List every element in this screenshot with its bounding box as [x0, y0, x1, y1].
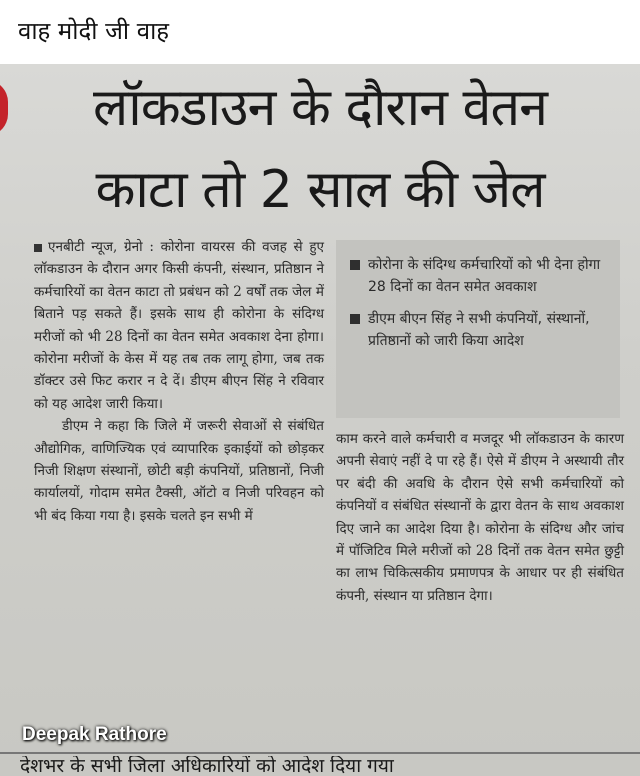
article-left-column: [34, 236, 324, 527]
watermark-name: Deepak Rathore: [22, 724, 167, 745]
next-article-headline: देशभर के सभी जिला अधिकारियों को आदेश दिया गया: [20, 756, 394, 776]
article-right-column: [336, 428, 624, 607]
bullet-square-icon: [34, 244, 42, 252]
highlight-text: डीएम बीएन सिंह ने सभी कंपनियों, संस्थानों, प्रतिष्ठानों को जारी किया आदेश: [368, 311, 590, 349]
highlight-item: [350, 308, 606, 352]
divider: [0, 752, 640, 754]
highlight-box: [336, 240, 620, 418]
bullet-square-icon: [350, 260, 360, 270]
post-header: [0, 0, 640, 64]
left-para-2: डीएम ने कहा कि जिले में जरूरी सेवाओं से संबंधित औद्योगिक, वाणिज्यिक एवं व्यापारिक इकाईयों को छोड़कर निजी शिक्षण संस्थानों, छोटी बड़ी कंपनियों, प्रतिष्ठानों, निजी कार्यालयों, गोदाम समेत टैक्सी, ऑटो व निजी परिवहन को भी बंद किया गया है। इसके चलते इन सभी में: [34, 418, 324, 524]
headline-line-1: लॉकडाउन के दौरान वेतन: [93, 78, 547, 138]
right-para-1: काम करने वाले कर्मचारी व मजदूर भी लॉकडाउन के कारण अपनी सेवाएं नहीं दे पा रहे हैं। ऐसे में डीएम ने अस्थायी तौर पर बंदी की अवधि के दौरान ऐसे सभी कर्मचारियों को कंपनियों व संबंधित संस्थानों के द्वारा वेतन के साथ अवकाश दिए जाने का आदेश दिया है। कोरोना के संदिग्ध और जांच में पॉजिटिव मिले मरीजों को 28 दिनों तक वेतन समेत छुट्टी का लाभ चिकित्सकीय प्रमाणपत्र के आधार पर ही संबंधित कंपनी, संस्थान या प्रतिष्ठान देगा।: [336, 431, 624, 604]
left-para-1-text: एनबीटी न्यूज, ग्रेनो : कोरोना वायरस की वजह से हुए लॉकडाउन के दौरान अगर किसी कंपनी, संस्थान, प्रतिष्ठान ने कर्मचारियों का वेतन काटा तो प्रबंधन को 2 वर्षों तक जेल में बिताने पड़ सकते हैं। इसके साथ ही कोरोना के संदिग्ध मरीजों को भी 28 दिनों का वेतन समेत अवकाश देना होगा। कोरोना मरीजों के केस में यह तब तक लागू होगा, जब तक डॉक्टर उसे फिट करार न दे दें। डीएम बीएन सिंह ने रविवार को यह आदेश जारी किया।: [34, 239, 324, 412]
highlight-item: [350, 254, 606, 298]
headline-line-2: काटा तो 2 साल की जेल: [95, 160, 545, 220]
post-caption: वाह मोदी जी वाह: [18, 17, 170, 45]
highlight-text: कोरोना के संदिग्ध कर्मचारियों को भी देना होगा 28 दिनों का वेतन समेत अवकाश: [368, 257, 601, 295]
newspaper-photo[interactable]: [0, 64, 640, 776]
bullet-square-icon: [350, 314, 360, 324]
left-para-1: [34, 236, 324, 415]
red-page-marker: [0, 80, 8, 136]
